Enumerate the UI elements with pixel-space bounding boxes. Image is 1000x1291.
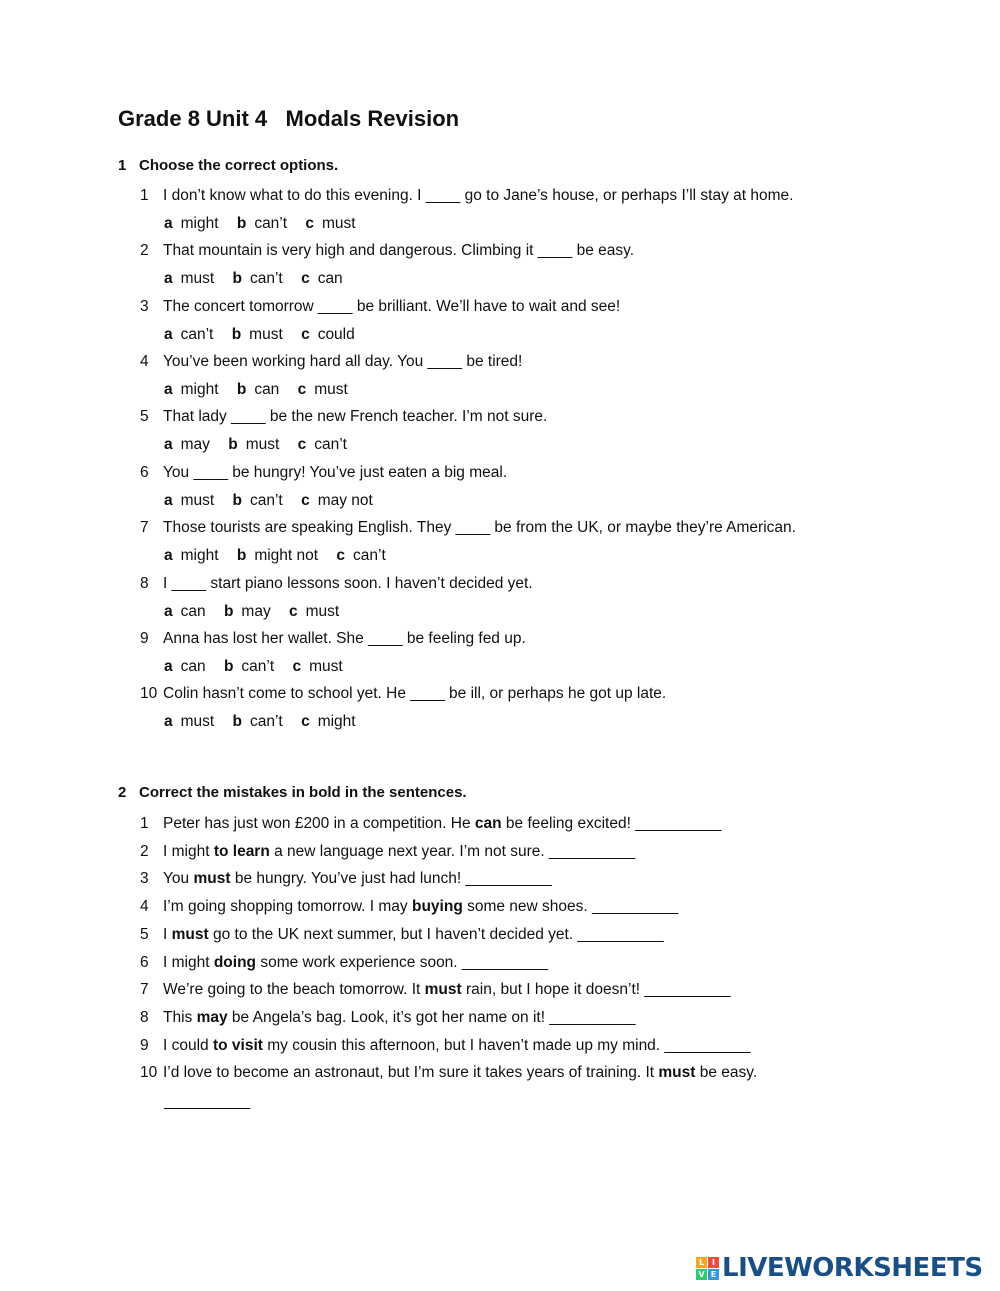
option-b[interactable]: b can’t bbox=[236, 215, 288, 232]
option-a[interactable]: a might bbox=[164, 547, 219, 564]
question-number: 1 bbox=[140, 187, 149, 204]
option-c[interactable]: c can’t bbox=[336, 547, 386, 564]
logo-icon-l: L bbox=[696, 1257, 707, 1268]
mistake-word: must bbox=[658, 1064, 696, 1081]
option-a[interactable]: a must bbox=[164, 270, 215, 287]
mistake-word: doing bbox=[213, 954, 257, 971]
page-title: Grade 8 Unit 4 Modals Revision bbox=[118, 106, 460, 131]
question-text: I don’t know what to do this evening. I ____ go to Jane’s house, or perhaps I’ll stay at home. bbox=[163, 187, 794, 204]
option-a[interactable]: a can’t bbox=[164, 326, 214, 343]
option-b[interactable]: b can’t bbox=[232, 713, 283, 730]
question-4-options bbox=[164, 381, 362, 399]
question-10-options bbox=[164, 713, 370, 731]
mistake-word: to learn bbox=[213, 843, 270, 860]
question-6 bbox=[140, 464, 507, 482]
option-b[interactable]: b may bbox=[223, 603, 271, 620]
option-a[interactable]: a may bbox=[164, 436, 210, 453]
question-2 bbox=[140, 242, 634, 260]
option-c[interactable]: c might bbox=[301, 713, 356, 730]
option-c[interactable]: c can bbox=[301, 270, 343, 287]
option-c[interactable]: c may not bbox=[301, 492, 373, 509]
section-1-number: 1 bbox=[118, 157, 127, 174]
question-number: 6 bbox=[140, 464, 149, 481]
question-text: You ____ be hungry! You’ve just eaten a big meal. bbox=[163, 464, 508, 481]
section-2-heading bbox=[118, 784, 467, 801]
question-2-options bbox=[164, 270, 357, 288]
question-number: 10 bbox=[140, 685, 158, 702]
mistake-word: must bbox=[193, 870, 231, 887]
liveworksheets-logo bbox=[696, 1253, 983, 1283]
sentence-2: 2 I might to learn a new language next year. I’m not sure. __________ bbox=[140, 843, 636, 860]
question-text: You’ve been working hard all day. You ____ be tired! bbox=[163, 353, 523, 370]
question-1-options bbox=[164, 215, 370, 233]
logo-text: LIVEWORKSHEETS bbox=[722, 1253, 983, 1283]
option-c[interactable]: c must bbox=[297, 381, 348, 398]
question-1 bbox=[140, 187, 793, 205]
question-text: That lady ____ be the new French teacher. I’m not sure. bbox=[163, 408, 548, 425]
question-number: 7 bbox=[140, 519, 149, 536]
option-b[interactable]: b can bbox=[236, 381, 280, 398]
section-2-number: 2 bbox=[118, 784, 127, 801]
logo-icon-e: E bbox=[708, 1269, 719, 1280]
question-number: 5 bbox=[140, 408, 149, 425]
question-text: I ____ start piano lessons soon. I haven’t decided yet. bbox=[163, 575, 533, 592]
answer-blank[interactable]: be hungry. You’ve just had lunch! __________ bbox=[230, 870, 552, 887]
question-9 bbox=[140, 630, 526, 648]
question-8-options bbox=[164, 603, 353, 621]
option-a[interactable]: a can bbox=[164, 658, 206, 675]
option-c[interactable]: c must bbox=[289, 603, 340, 620]
option-a[interactable]: a can bbox=[164, 603, 206, 620]
mistake-word: can bbox=[474, 815, 502, 832]
mistake-word: must bbox=[424, 981, 462, 998]
answer-blank[interactable]: some new shoes. __________ bbox=[462, 898, 679, 915]
sentence-5: 5 I must go to the UK next summer, but I haven’t decided yet. __________ bbox=[140, 926, 664, 943]
question-9-options bbox=[164, 658, 357, 676]
sentence-3: 3 You must be hungry. You’ve just had lunch! __________ bbox=[140, 870, 552, 887]
option-c[interactable]: c could bbox=[301, 326, 355, 343]
option-c[interactable]: c can’t bbox=[297, 436, 347, 453]
answer-blank[interactable]: be Angela’s bag. Look, it’s got her name on it! __________ bbox=[227, 1009, 636, 1026]
section-1-heading-text: Choose the correct options. bbox=[139, 157, 339, 174]
question-5-options bbox=[164, 436, 361, 454]
question-number: 2 bbox=[140, 242, 149, 259]
option-c[interactable]: c must bbox=[292, 658, 343, 675]
question-7 bbox=[140, 519, 796, 537]
logo-icon bbox=[696, 1257, 719, 1280]
answer-blank[interactable]: go to the UK next summer, but I haven’t decided yet. __________ bbox=[208, 926, 664, 943]
logo-icon-v: V bbox=[696, 1269, 707, 1280]
option-a[interactable]: a must bbox=[164, 492, 215, 509]
sentence-7: 7 We’re going to the beach tomorrow. It must rain, but I hope it doesn’t! __________ bbox=[140, 981, 731, 998]
logo-icon-i: I bbox=[708, 1257, 719, 1268]
section-1-heading bbox=[118, 157, 338, 174]
answer-blank[interactable]: be feeling excited! __________ bbox=[501, 815, 722, 832]
answer-blank[interactable]: a new language next year. I’m not sure. __________ bbox=[269, 843, 636, 860]
question-3 bbox=[140, 298, 620, 316]
sentence-1: 1 Peter has just won £200 in a competition. He can be feeling excited! __________ bbox=[140, 815, 722, 832]
option-b[interactable]: b can’t bbox=[232, 492, 283, 509]
option-b[interactable]: b can’t bbox=[223, 658, 275, 675]
sentence-6: 6 I might doing some work experience soon. __________ bbox=[140, 954, 549, 971]
mistake-word: must bbox=[171, 926, 209, 943]
option-a[interactable]: a might bbox=[164, 381, 219, 398]
question-4 bbox=[140, 353, 522, 371]
question-number: 9 bbox=[140, 630, 149, 647]
answer-blank[interactable]: my cousin this afternoon, but I haven’t made up my mind. __________ bbox=[262, 1037, 751, 1054]
mistake-word: buying bbox=[411, 898, 463, 915]
answer-blank[interactable]: rain, but I hope it doesn’t! __________ bbox=[461, 981, 731, 998]
question-10 bbox=[140, 685, 666, 703]
question-6-options bbox=[164, 492, 387, 510]
sentence-10-answer-blank[interactable]: __________ bbox=[164, 1093, 251, 1110]
section-2-heading-text: Correct the mistakes in bold in the sentences. bbox=[139, 784, 467, 801]
question-text: Colin hasn’t come to school yet. He ____ be ill, or perhaps he got up late. bbox=[163, 685, 667, 702]
mistake-word: may bbox=[196, 1009, 228, 1026]
question-text: Anna has lost her wallet. She ____ be feeling fed up. bbox=[163, 630, 526, 647]
question-text: Those tourists are speaking English. They ____ be from the UK, or maybe they’re American. bbox=[163, 519, 796, 536]
question-5 bbox=[140, 408, 547, 426]
answer-blank[interactable]: some work experience soon. __________ bbox=[256, 954, 549, 971]
option-b[interactable]: b must bbox=[228, 436, 280, 453]
sentence-8: 8 This may be Angela’s bag. Look, it’s got her name on it! __________ bbox=[140, 1009, 636, 1026]
question-number: 4 bbox=[140, 353, 149, 370]
option-b[interactable]: b must bbox=[231, 326, 283, 343]
question-number: 3 bbox=[140, 298, 149, 315]
mistake-word: to visit bbox=[212, 1037, 263, 1054]
sentence-10: 10 I’d love to become an astronaut, but I’m sure it takes years of training. It must be easy. bbox=[140, 1064, 758, 1081]
option-b[interactable]: b can’t bbox=[232, 270, 283, 287]
question-3-options bbox=[164, 326, 369, 344]
question-number: 8 bbox=[140, 575, 149, 592]
option-a[interactable]: a must bbox=[164, 713, 215, 730]
option-c[interactable]: c must bbox=[305, 215, 356, 232]
question-text: That mountain is very high and dangerous. Climbing it ____ be easy. bbox=[163, 242, 635, 259]
option-b[interactable]: b might not bbox=[236, 547, 319, 564]
question-7-options bbox=[164, 547, 400, 565]
option-a[interactable]: a might bbox=[164, 215, 219, 232]
question-text: The concert tomorrow ____ be brilliant. We’ll have to wait and see! bbox=[163, 298, 621, 315]
sentence-4: 4 I’m going shopping tomorrow. I may buying some new shoes. __________ bbox=[140, 898, 679, 915]
question-8 bbox=[140, 575, 533, 593]
sentence-9: 9 I could to visit my cousin this afternoon, but I haven’t made up my mind. __________ bbox=[140, 1037, 751, 1054]
